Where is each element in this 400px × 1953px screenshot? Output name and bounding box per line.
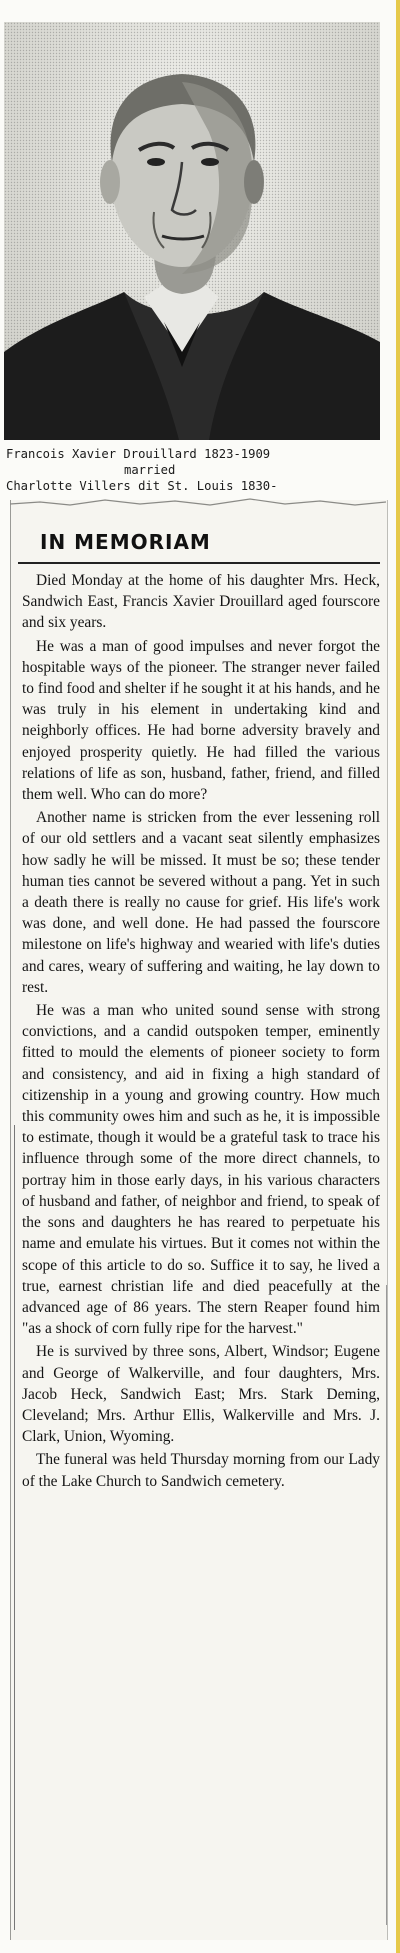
article-paragraph: Died Monday at the home of his daughter Mrs. Heck, Sandwich East, Francis Xavier Drouillard aged fourscore and six years. <box>22 572 380 632</box>
caption-married-line: married <box>124 463 176 477</box>
torn-edge-icon <box>10 496 386 506</box>
heading-divider <box>18 562 380 564</box>
photo-caption <box>6 446 386 494</box>
portrait-figure-icon <box>4 22 380 440</box>
article-paragraph: He was a man who united sound sense with strong convictions, and a candid outspoken temper, eminently fitted to mould the elements of pioneer society to form and consistency, and aid in fixing a high standard of citizenship in a young and growing country. How much this community owes him and such as he, it is impossible to estimate, though it would be a grateful task to trace his influence through some of the more direct channels, to portray him in those early days, in his various characters of husband and father, of neighbor and friend, to speak of the sons and daughters he has reared to perpetuate his name and emulate his virtues. But it comes not within the scope of this article to do so. Suffice it to say, he lived a true, earnest christian life and died peacefully at the advanced age of 86 years. The stern Reaper found him "as a shock of corn fully ripe for the harvest." <box>22 1002 380 1338</box>
page-edge <box>396 0 400 1953</box>
article-paragraph: He is survived by three sons, Albert, Windsor; Eugene and George of Walkerville, and four daughters, Mrs. Jacob Heck, Sandwich East; Mrs. Stark Deming, Cleveland; Mrs. Arthur Ellis, Walkerville and Mrs. J. Clark, Union, Wyoming. <box>22 1343 380 1446</box>
column-rule <box>386 1285 387 1925</box>
article-heading: IN MEMORIAM <box>40 530 211 554</box>
article-paragraph: Another name is stricken from the ever lessening roll of our old settlers and a vacant seat silently emphasizes how sadly he will be missed. It must be so; these tender human ties cannot be severed without a pang. Yet in such a death there is really no cause for grief. His life's work was done, and well done. He had passed the fourscore milestone on life's highway and wearied with life's duties and cares, weary of suffering and waiting, he lay down to rest. <box>22 809 380 996</box>
article-body <box>22 570 380 1494</box>
article-paragraph: The funeral was held Thursday morning from our Lady of the Lake Church to Sandwich cemetery. <box>22 1451 380 1490</box>
caption-name-line: Francois Xavier Drouillard 1823-1909 <box>6 447 271 461</box>
caption-spouse-line: Charlotte Villers dit St. Louis 1830- <box>6 479 278 493</box>
column-rule <box>14 1125 15 1930</box>
portrait-photo <box>4 22 380 440</box>
article-paragraph: He was a man of good impulses and never forgot the hospitable ways of the pioneer. The stranger never failed to find food and shelter if he sought it at his hands, and he was truly in his element in undertaking kind and neighborly offices. He had borne adversity bravely and enjoyed prosperity quietly. He had filled the various relations of life as son, husband, father, friend, and filled them well. Who can do more? <box>22 637 380 804</box>
